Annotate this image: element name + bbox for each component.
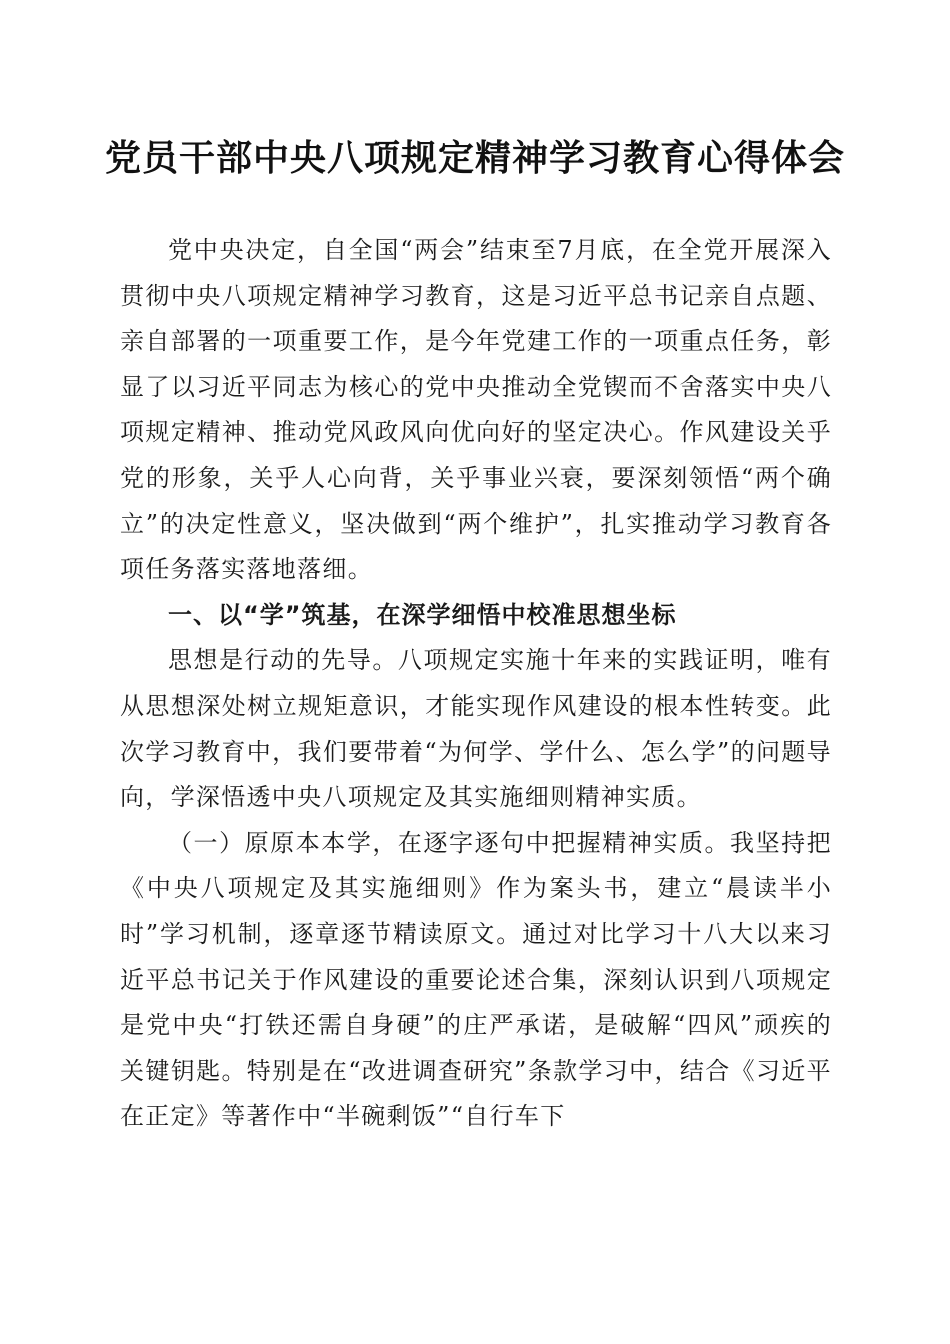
document-title: 党员干部中央八项规定精神学习教育心得体会 bbox=[104, 137, 845, 179]
document-body bbox=[120, 228, 832, 1140]
body-paragraph: 思想是行动的先导。八项规定实施十年来的实践证明，唯有从思想深处树立规矩意识，才能实现作风建设的根本性转变。此次学习教育中，我们要带着“为何学、学什么、怎么学”的问题导向，学深悟透中央八项规定及其实施细则精神实质。 bbox=[120, 646, 832, 812]
intro-paragraph: 党中央决定，自全国“两会”结束至7月底，在全党开展深入贯彻中央八项规定精神学习教育，这是习近平总书记亲自点题、亲自部署的一项重要工作，是今年党建工作的一项重点任务，彰显了以习近平同志为核心的党中央推动全党锲而不舍落实中央八项规定精神、推动党风政风向优向好的坚定决心。作风建设关乎党的形象，关乎人心向背，关乎事业兴衰，要深刻领悟“两个确立”的决定性意义，坚决做到“两个维护”，扎实推动学习教育各项任务落实落地落细。 bbox=[120, 236, 832, 584]
section-heading-1: 一、以“学”筑基，在深学细悟中校准思想坐标 bbox=[168, 600, 677, 629]
subsection-paragraph-1: （一）原原本本学，在逐字逐句中把握精神实质。我坚持把《中央八项规定及其实施细则》作为案头书，建立“晨读半小时”学习机制，逐章逐节精读原文。通过对比学习十八大以来习近平总书记关于作风建设的重要论述合集，深刻认识到八项规定是党中央“打铁还需自身硬”的庄严承诺，是破解“四风”顽疾的关键钥匙。特别是在“改进调查研究”条款学习中，结合《习近平在正定》等著作中“半碗剩饭”“自行车下 bbox=[120, 828, 832, 1131]
